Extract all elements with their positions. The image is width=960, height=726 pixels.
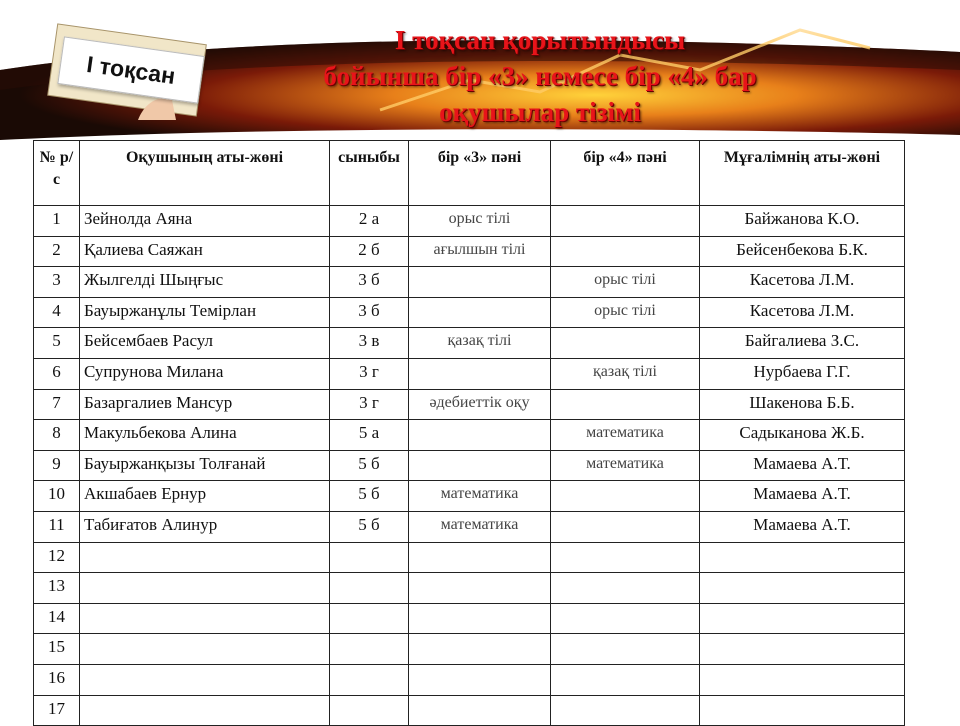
header-class: сыныбы [330,141,409,206]
class: 5 а [330,420,409,451]
table-row [34,236,905,267]
row-number: 9 [34,450,80,481]
teacher-name: Садыканова Ж.Б. [700,420,905,451]
teacher-name: Мамаева А.Т. [700,481,905,512]
class [330,542,409,573]
teacher-name: Касетова Л.М. [700,297,905,328]
teacher-name [700,695,905,726]
grade-three-subject [409,420,551,451]
teacher-name: Мамаева А.Т. [700,511,905,542]
student-name: Базаргалиев Мансур [80,389,330,420]
grade-three-subject [409,358,551,389]
header-name: Оқушының аты-жөні [80,141,330,206]
student-name [80,664,330,695]
class [330,573,409,604]
header-number: № р/с [34,141,80,206]
grade-four-subject [551,206,700,237]
row-number: 5 [34,328,80,359]
class: 2 б [330,236,409,267]
table-row [34,511,905,542]
class: 3 б [330,297,409,328]
grade-four-subject: орыс тілі [551,297,700,328]
class [330,603,409,634]
teacher-name: Мамаева А.Т. [700,450,905,481]
teacher-name [700,603,905,634]
page-title [250,22,830,130]
header-grade-four: бір «4» пәні [551,141,700,206]
teacher-name [700,573,905,604]
row-number: 16 [34,664,80,695]
row-number: 13 [34,573,80,604]
class: 5 б [330,450,409,481]
card-label: I тоқсан [57,36,204,103]
row-number: 10 [34,481,80,512]
table-row [34,267,905,298]
header-grade-three: бір «3» пәні [409,141,551,206]
student-name: Қалиева Саяжан [80,236,330,267]
student-name: Акшабаев Ернур [80,481,330,512]
grade-four-subject [551,573,700,604]
table-row [34,206,905,237]
class [330,664,409,695]
grade-four-subject [551,664,700,695]
student-name [80,573,330,604]
grade-three-subject [409,603,551,634]
teacher-name: Бейсенбекова Б.К. [700,236,905,267]
grade-three-subject [409,573,551,604]
table-row [34,481,905,512]
grade-four-subject [551,389,700,420]
row-number: 7 [34,389,80,420]
grade-three-subject: әдебиеттік оқу [409,389,551,420]
row-number: 4 [34,297,80,328]
grade-four-subject: орыс тілі [551,267,700,298]
student-name [80,634,330,665]
student-name: Макульбекова Алина [80,420,330,451]
table-row [34,603,905,634]
row-number: 1 [34,206,80,237]
table-row [34,389,905,420]
student-name: Бейсембаев Расул [80,328,330,359]
grade-three-subject [409,664,551,695]
class: 3 б [330,267,409,298]
class: 3 г [330,389,409,420]
grade-four-subject: математика [551,420,700,451]
student-name: Бауыржанқызы Толғанай [80,450,330,481]
title-line-2: бойынша бір «3» немесе бір «4» бар [323,61,757,91]
teacher-name: Байжанова К.О. [700,206,905,237]
class: 2 а [330,206,409,237]
teacher-name: Шакенова Б.Б. [700,389,905,420]
student-name [80,603,330,634]
table-row [34,573,905,604]
grade-four-subject [551,603,700,634]
teacher-name [700,664,905,695]
teacher-name: Байгалиева З.С. [700,328,905,359]
table-header-row [34,141,905,206]
grade-three-subject: математика [409,511,551,542]
students-table [33,140,905,726]
grade-three-subject: қазақ тілі [409,328,551,359]
title-line-1: I тоқсан қорытындысы [394,25,686,55]
row-number: 14 [34,603,80,634]
class [330,634,409,665]
card-graphic [38,20,208,120]
row-number: 2 [34,236,80,267]
teacher-name: Нурбаева Г.Г. [700,358,905,389]
class: 5 б [330,511,409,542]
class: 5 б [330,481,409,512]
student-name: Жылгелді Шыңғыс [80,267,330,298]
class: 3 в [330,328,409,359]
grade-four-subject: математика [551,450,700,481]
grade-three-subject: ағылшын тілі [409,236,551,267]
student-name: Зейнолда Аяна [80,206,330,237]
class: 3 г [330,358,409,389]
grade-three-subject [409,634,551,665]
table-row [34,297,905,328]
grade-four-subject [551,542,700,573]
grade-four-subject [551,481,700,512]
student-name: Бауыржанұлы Темірлан [80,297,330,328]
student-name: Супрунова Милана [80,358,330,389]
title-line-3: оқушылар тізімі [439,97,641,127]
grade-four-subject [551,695,700,726]
grade-three-subject [409,267,551,298]
header-teacher: Мұғалімнің аты-жөні [700,141,905,206]
grade-three-subject [409,450,551,481]
table-row [34,328,905,359]
grade-three-subject: математика [409,481,551,512]
table-row [34,542,905,573]
grade-three-subject: орыс тілі [409,206,551,237]
row-number: 15 [34,634,80,665]
grade-three-subject [409,542,551,573]
grade-four-subject [551,236,700,267]
grade-four-subject [551,328,700,359]
grade-three-subject [409,297,551,328]
table-row [34,634,905,665]
teacher-name: Касетова Л.М. [700,267,905,298]
row-number: 12 [34,542,80,573]
table-row [34,358,905,389]
teacher-name [700,634,905,665]
student-name [80,695,330,726]
row-number: 6 [34,358,80,389]
grade-four-subject [551,634,700,665]
student-name: Табиғатов Алинур [80,511,330,542]
grade-three-subject [409,695,551,726]
table-row [34,664,905,695]
teacher-name [700,542,905,573]
row-number: 11 [34,511,80,542]
table-row [34,695,905,726]
class [330,695,409,726]
table-row [34,450,905,481]
table-row [34,420,905,451]
grade-four-subject [551,511,700,542]
row-number: 17 [34,695,80,726]
student-name [80,542,330,573]
row-number: 8 [34,420,80,451]
row-number: 3 [34,267,80,298]
grade-four-subject: қазақ тілі [551,358,700,389]
